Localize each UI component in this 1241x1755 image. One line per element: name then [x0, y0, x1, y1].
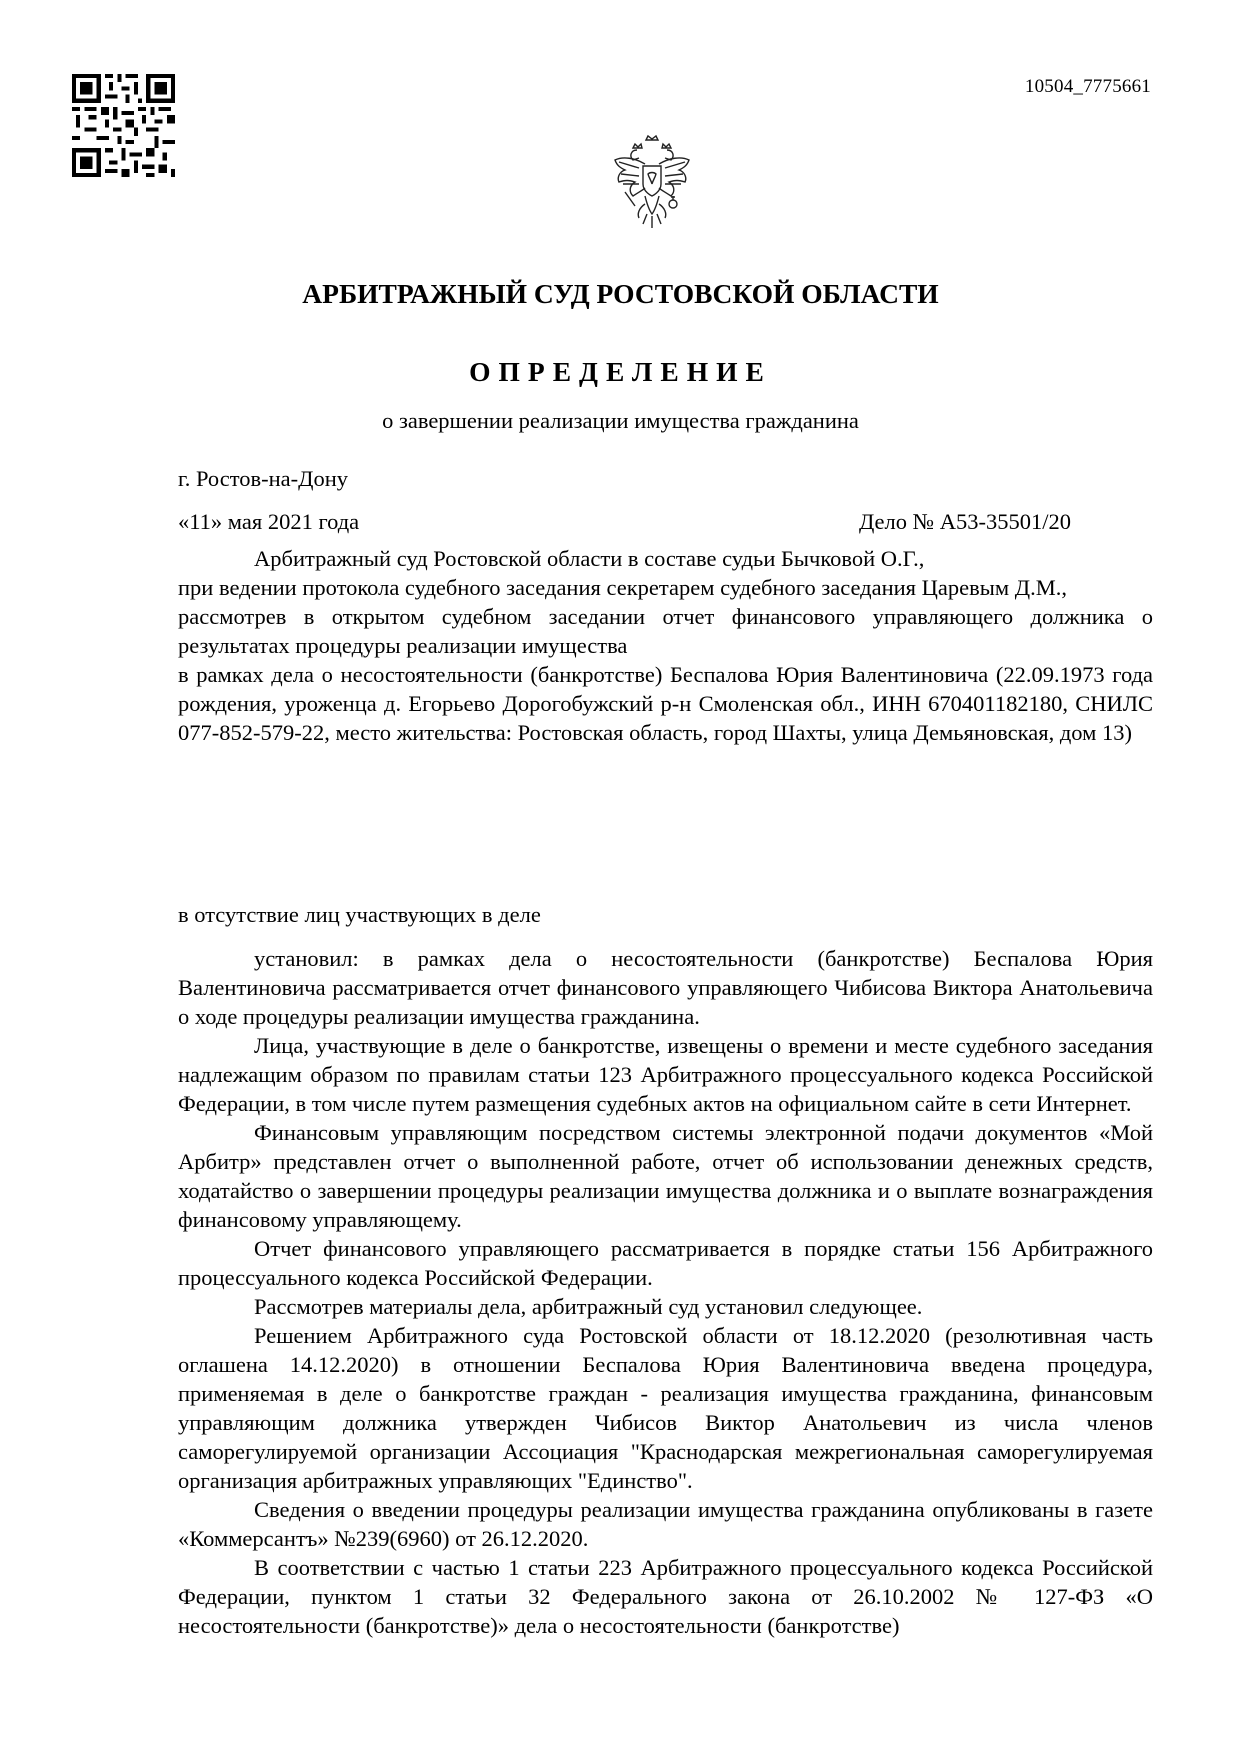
intro-paragraph: при ведении протокола судебного заседания секретарем судебного заседания Царевым Д.М., [178, 575, 1067, 600]
body-paragraph: Сведения о введении процедуры реализации имущества гражданина опубликованы в газете «Коммерсантъ» №239(6960) от 26.12.2020. [178, 1497, 1153, 1551]
body-paragraph: Финансовым управляющим посредством системы электронной подачи документов «Мой Арбитр» представлен отчет о выполненной работе, отчет об использовании денежных средств, ходатайство о завершении процедуры реализации имущества должника и о выплате вознаграждения финансовому управляющему. [178, 1120, 1153, 1232]
body-paragraph: Решением Арбитражного суда Ростовской области от 18.12.2020 (резолютивная часть оглашена 14.12.2020) в отношении Беспалова Юрия Валентиновича введена процедура, применяемая в деле о банкротстве граждан - реализация имущества гражданина, финансовым управляющим должника утвержден Чибисов Виктор Анатольевич из числа членов саморегулируемой организации Ассоциация "Краснодарская межрегиональная саморегулируемая организация арбитражных управляющих "Единство". [178, 1323, 1153, 1493]
main-text [178, 944, 1153, 1640]
body-paragraph: Лица, участвующие в деле о банкротстве, извещены о времени и месте судебного заседания надлежащим образом по правилам статьи 123 Арбитражного процессуального кодекса Российской Федерации, в том числе путем размещения судебных актов на официальном сайте в сети Интернет. [178, 1033, 1153, 1116]
court-name: АРБИТРАЖНЫЙ СУД РОСТОВСКОЙ ОБЛАСТИ [302, 278, 939, 309]
case-number: Дело № А53-35501/20 [858, 509, 1071, 534]
document-subject: о завершении реализации имущества гражданина [382, 408, 859, 433]
body-paragraph: Отчет финансового управляющего рассматривается в порядке статьи 156 Арбитражного процессуального кодекса Российской Федерации. [178, 1236, 1153, 1290]
intro-block [178, 544, 1153, 747]
document-type: ОПРЕДЕЛЕНИЕ [469, 356, 772, 387]
intro-paragraph: в рамках дела о несостоятельности (банкротстве) Беспалова Юрия Валентиновича (22.09.1973 года рождения, уроженца д. Егорьево Дорогобужский р-н Смоленская обл., ИНН 670401182180, СНИЛС 077-852-579-22, место жительства: Ростовская область, город Шахты, улица Демьяновская, дом 13) [178, 662, 1153, 745]
body-paragraph: В соответствии с частью 1 статьи 223 Арбитражного процессуального кодекса Российской Федерации, пунктом 1 статьи 32 Федерального закона от 26.10.2002 № 127-ФЗ «О несостоятельности (банкротстве)» дела о несостоятельности (банкротстве) [178, 1555, 1153, 1638]
date: «11» мая 2021 года [178, 509, 360, 534]
intro-paragraph: Арбитражный суд Ростовской области в составе судьи Бычковой О.Г., [254, 546, 925, 571]
qr-code-icon [72, 74, 175, 177]
intro-paragraph: рассмотрев в открытом судебном заседании отчет финансового управляющего должника о результатах процедуры реализации имущества [178, 604, 1153, 658]
document-id: 10504_7775661 [1024, 76, 1151, 97]
body-paragraph: установил: в рамках дела о несостоятельности (банкротстве) Беспалова Юрия Валентиновича рассматривается отчет финансового управляющего Чибисова Виктора Анатольевича о ходе процедуры реализации имущества гражданина. [178, 946, 1153, 1029]
attendance-block [178, 900, 1153, 929]
body-paragraph: Рассмотрев материалы дела, арбитражный суд установил следующее. [254, 1294, 923, 1319]
attendance-line: в отсутствие лиц участвующих в деле [178, 902, 541, 927]
russian-coat-of-arms-icon [609, 134, 695, 237]
city: г. Ростов-на-Дону [178, 466, 349, 491]
